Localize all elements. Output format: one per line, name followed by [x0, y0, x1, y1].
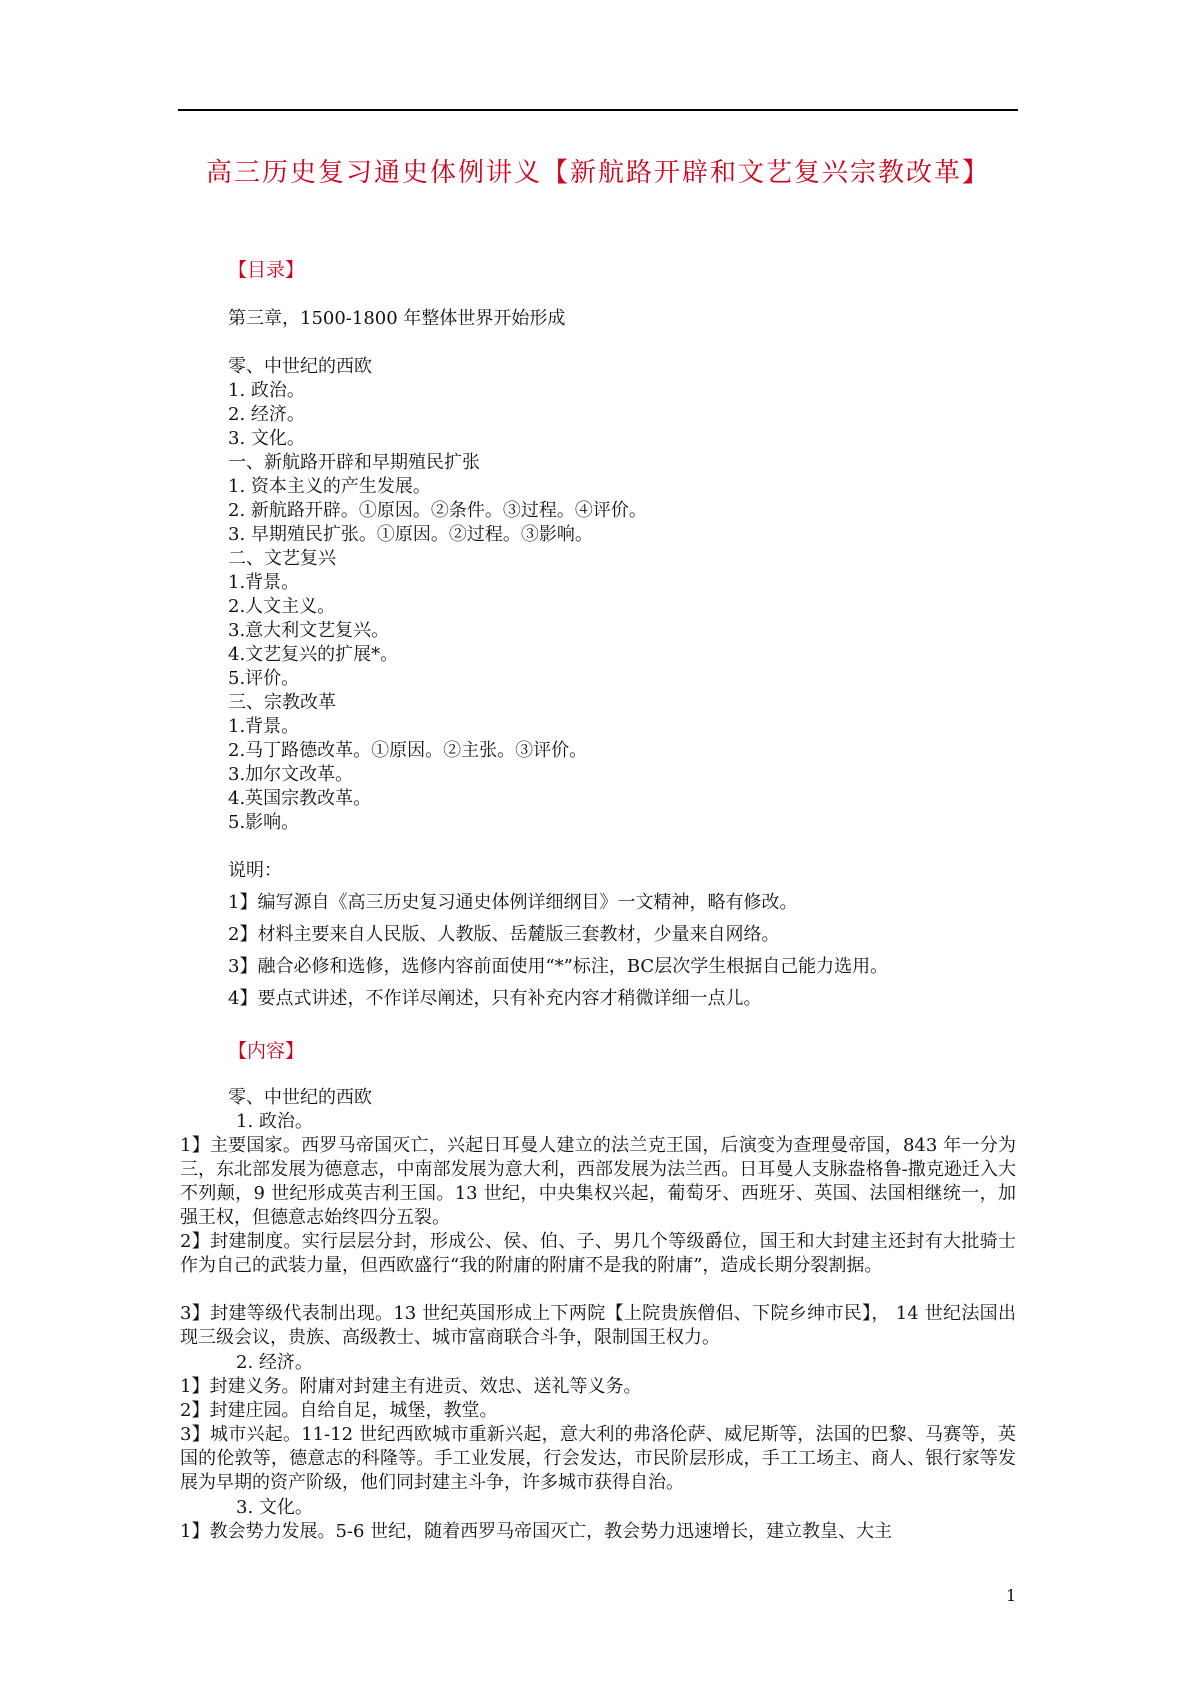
document-title: 高三历史复习通史体例讲义【新航路开辟和文艺复兴宗教改革】: [205, 158, 990, 188]
toc-item: 三、宗教改革: [228, 692, 336, 713]
content-heading: 【内容】: [228, 1040, 305, 1062]
page-number: 1: [1006, 1586, 1017, 1605]
subsection-title: 3. 文化。: [236, 1497, 313, 1518]
note-item: 2】材料主要来自人民版、人教版、岳麓版三套教材，少量来自网络。: [228, 924, 780, 945]
notes-heading: 说明：: [228, 860, 282, 881]
toc-item: 1.背景。: [228, 716, 300, 737]
body-paragraph: 1】主要国家。西罗马帝国灭亡，兴起日耳曼人建立的法兰克王国，后演变为查理曼帝国，843 年一分为三，东北部发展为德意志，中南部发展为意大利，西部发展为法兰西。日耳曼人支脉盎格鲁-撒克逊迁入大不列颠，9 世纪形成英吉利王国。13 世纪，中央集权兴起，葡萄牙、西班牙、英国、法国相继统一，加强王权，但德意志始终四分五裂。: [180, 1135, 1016, 1228]
toc-item: 2. 新航路开辟。①原因。②条件。③过程。④评价。: [228, 500, 647, 521]
content-section-title: 零、中世纪的西欧: [228, 1087, 372, 1108]
toc-item: 4.文艺复兴的扩展*。: [228, 644, 399, 665]
toc-item: 5.影响。: [228, 812, 300, 833]
body-paragraph: 3】封建等级代表制出现。13 世纪英国形成上下两院【上院贵族僧侣、下院乡绅市民】， 14 世纪法国出现三级会议，贵族、高级教士、城市富商联合斗争，限制国王权力。: [180, 1303, 1016, 1348]
chapter-title: 第三章，1500-1800 年整体世界开始形成: [228, 308, 566, 329]
note-item: 4】要点式讲述，不作详尽阐述，只有补充内容才稍微详细一点儿。: [228, 988, 762, 1009]
toc-item: 1. 政治。: [228, 380, 305, 401]
toc-item: 4.英国宗教改革。: [228, 788, 372, 809]
toc-item: 3.意大利文艺复兴。: [228, 620, 390, 641]
body-paragraph: 2】封建制度。实行层层分封，形成公、侯、伯、子、男几个等级爵位，国王和大封建主还封有大批骑士作为自己的武装力量，但西欧盛行“我的附庸的附庸不是我的附庸”，造成长期分裂割据。: [180, 1231, 1016, 1276]
note-item: 1】编写源自《高三历史复习通史体例详细纲目》一文精神，略有修改。: [228, 892, 798, 913]
toc-item: 3.加尔文改革。: [228, 764, 354, 785]
toc-item: 5.评价。: [228, 668, 300, 689]
body-paragraph: 1】封建义务。附庸对封建主有进贡、效忠、送礼等义务。: [180, 1376, 642, 1397]
toc-item: 二、文艺复兴: [228, 548, 336, 569]
toc-item: 一、新航路开辟和早期殖民扩张: [228, 452, 480, 473]
toc-item: 1. 资本主义的产生发展。: [228, 476, 431, 497]
toc-item: 2. 经济。: [228, 404, 305, 425]
toc-heading: 【目录】: [228, 259, 305, 281]
body-paragraph: 2】封建庄园。自给自足，城堡，教堂。: [180, 1400, 498, 1421]
subsection-title: 2. 经济。: [236, 1352, 313, 1373]
toc-item: 零、中世纪的西欧: [228, 356, 372, 377]
subsection-title: 1. 政治。: [236, 1111, 313, 1132]
note-item: 3】融合必修和选修，选修内容前面使用“*”标注，BC层次学生根据自己能力选用。: [228, 956, 889, 977]
body-paragraph: 1】教会势力发展。5-6 世纪，随着西罗马帝国灭亡，教会势力迅速增长，建立教皇、大主: [180, 1521, 893, 1542]
header-rule: [178, 109, 1018, 111]
body-paragraph: 3】城市兴起。11-12 世纪西欧城市重新兴起，意大利的弗洛伦萨、威尼斯等，法国的巴黎、马赛等，英国的伦敦等，德意志的科隆等。手工业发展，行会发达，市民阶层形成，手工工场主、商人、银行家等发展为早期的资产阶级，他们同封建主斗争，许多城市获得自治。: [180, 1424, 1016, 1493]
toc-item: 1.背景。: [228, 572, 300, 593]
toc-item: 3. 早期殖民扩张。①原因。②过程。③影响。: [228, 524, 593, 545]
toc-item: 2.人文主义。: [228, 596, 336, 617]
toc-item: 2.马丁路德改革。①原因。②主张。③评价。: [228, 740, 588, 761]
toc-item: 3. 文化。: [228, 428, 305, 449]
